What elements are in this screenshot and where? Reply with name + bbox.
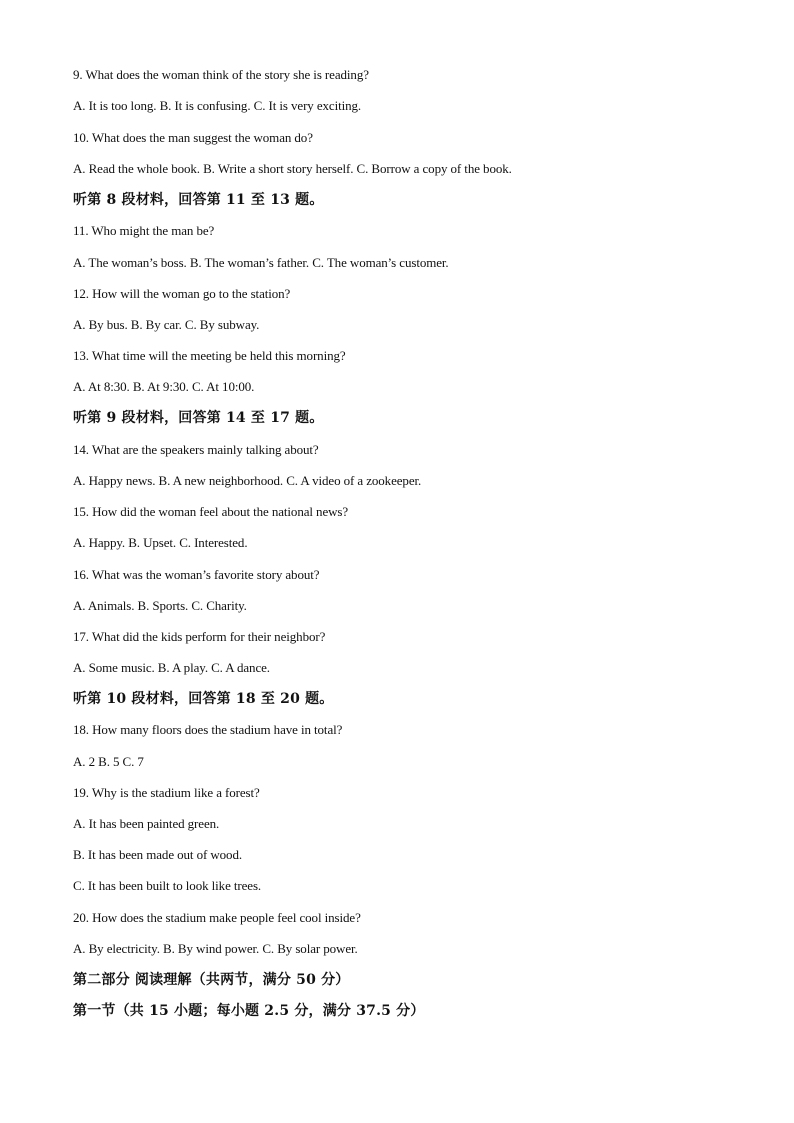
question-12: 12. How will the woman go to the station? — [73, 286, 291, 301]
part-two-heading: 第二部分 阅读理解（共两节，满分 50 分） — [73, 972, 350, 988]
question-20: 20. How does the stadium make people feel cool inside? — [73, 910, 361, 925]
question-11: 11. Who might the man be? — [73, 223, 215, 238]
question-18: 18. How many floors does the stadium have in total? — [73, 722, 343, 737]
section-heading-material-9: 听第 9 段材料，回答第 14 至 17 题。 — [73, 410, 324, 426]
question-11-options: A. The woman’s boss. B. The woman’s father. C. The woman’s customer. — [73, 255, 449, 270]
section-heading-material-8: 听第 8 段材料，回答第 11 至 13 题。 — [73, 192, 324, 208]
question-17: 17. What did the kids perform for their neighbor? — [73, 629, 326, 644]
section-one-heading: 第一节（共 15 小题；每小题 2.5 分，满分 37.5 分） — [73, 1003, 425, 1019]
question-19-option-c: C. It has been built to look like trees. — [73, 878, 262, 893]
question-18-options: A. 2 B. 5 C. 7 — [73, 754, 144, 769]
question-15-options: A. Happy. B. Upset. C. Interested. — [73, 535, 248, 550]
question-10: 10. What does the man suggest the woman do? — [73, 130, 313, 145]
section-heading-material-10: 听第 10 段材料，回答第 18 至 20 题。 — [73, 691, 334, 707]
question-12-options: A. By bus. B. By car. C. By subway. — [73, 317, 260, 332]
question-19: 19. Why is the stadium like a forest? — [73, 785, 260, 800]
question-16: 16. What was the woman’s favorite story about? — [73, 567, 320, 582]
question-19-option-b: B. It has been made out of wood. — [73, 847, 243, 862]
question-13: 13. What time will the meeting be held this morning? — [73, 348, 346, 363]
question-14: 14. What are the speakers mainly talking about? — [73, 442, 319, 457]
question-14-options: A. Happy news. B. A new neighborhood. C. A video of a zookeeper. — [73, 473, 422, 488]
question-19-option-a: A. It has been painted green. — [73, 816, 220, 831]
question-13-options: A. At 8:30. B. At 9:30. C. At 10:00. — [73, 379, 255, 394]
question-17-options: A. Some music. B. A play. C. A dance. — [73, 660, 270, 675]
question-20-options: A. By electricity. B. By wind power. C. By solar power. — [73, 941, 358, 956]
question-9: 9. What does the woman think of the story she is reading? — [73, 67, 369, 82]
question-10-options: A. Read the whole book. B. Write a short story herself. C. Borrow a copy of the book. — [73, 161, 512, 176]
question-16-options: A. Animals. B. Sports. C. Charity. — [73, 598, 247, 613]
question-15: 15. How did the woman feel about the national news? — [73, 504, 349, 519]
question-9-options: A. It is too long. B. It is confusing. C. It is very exciting. — [73, 98, 362, 113]
